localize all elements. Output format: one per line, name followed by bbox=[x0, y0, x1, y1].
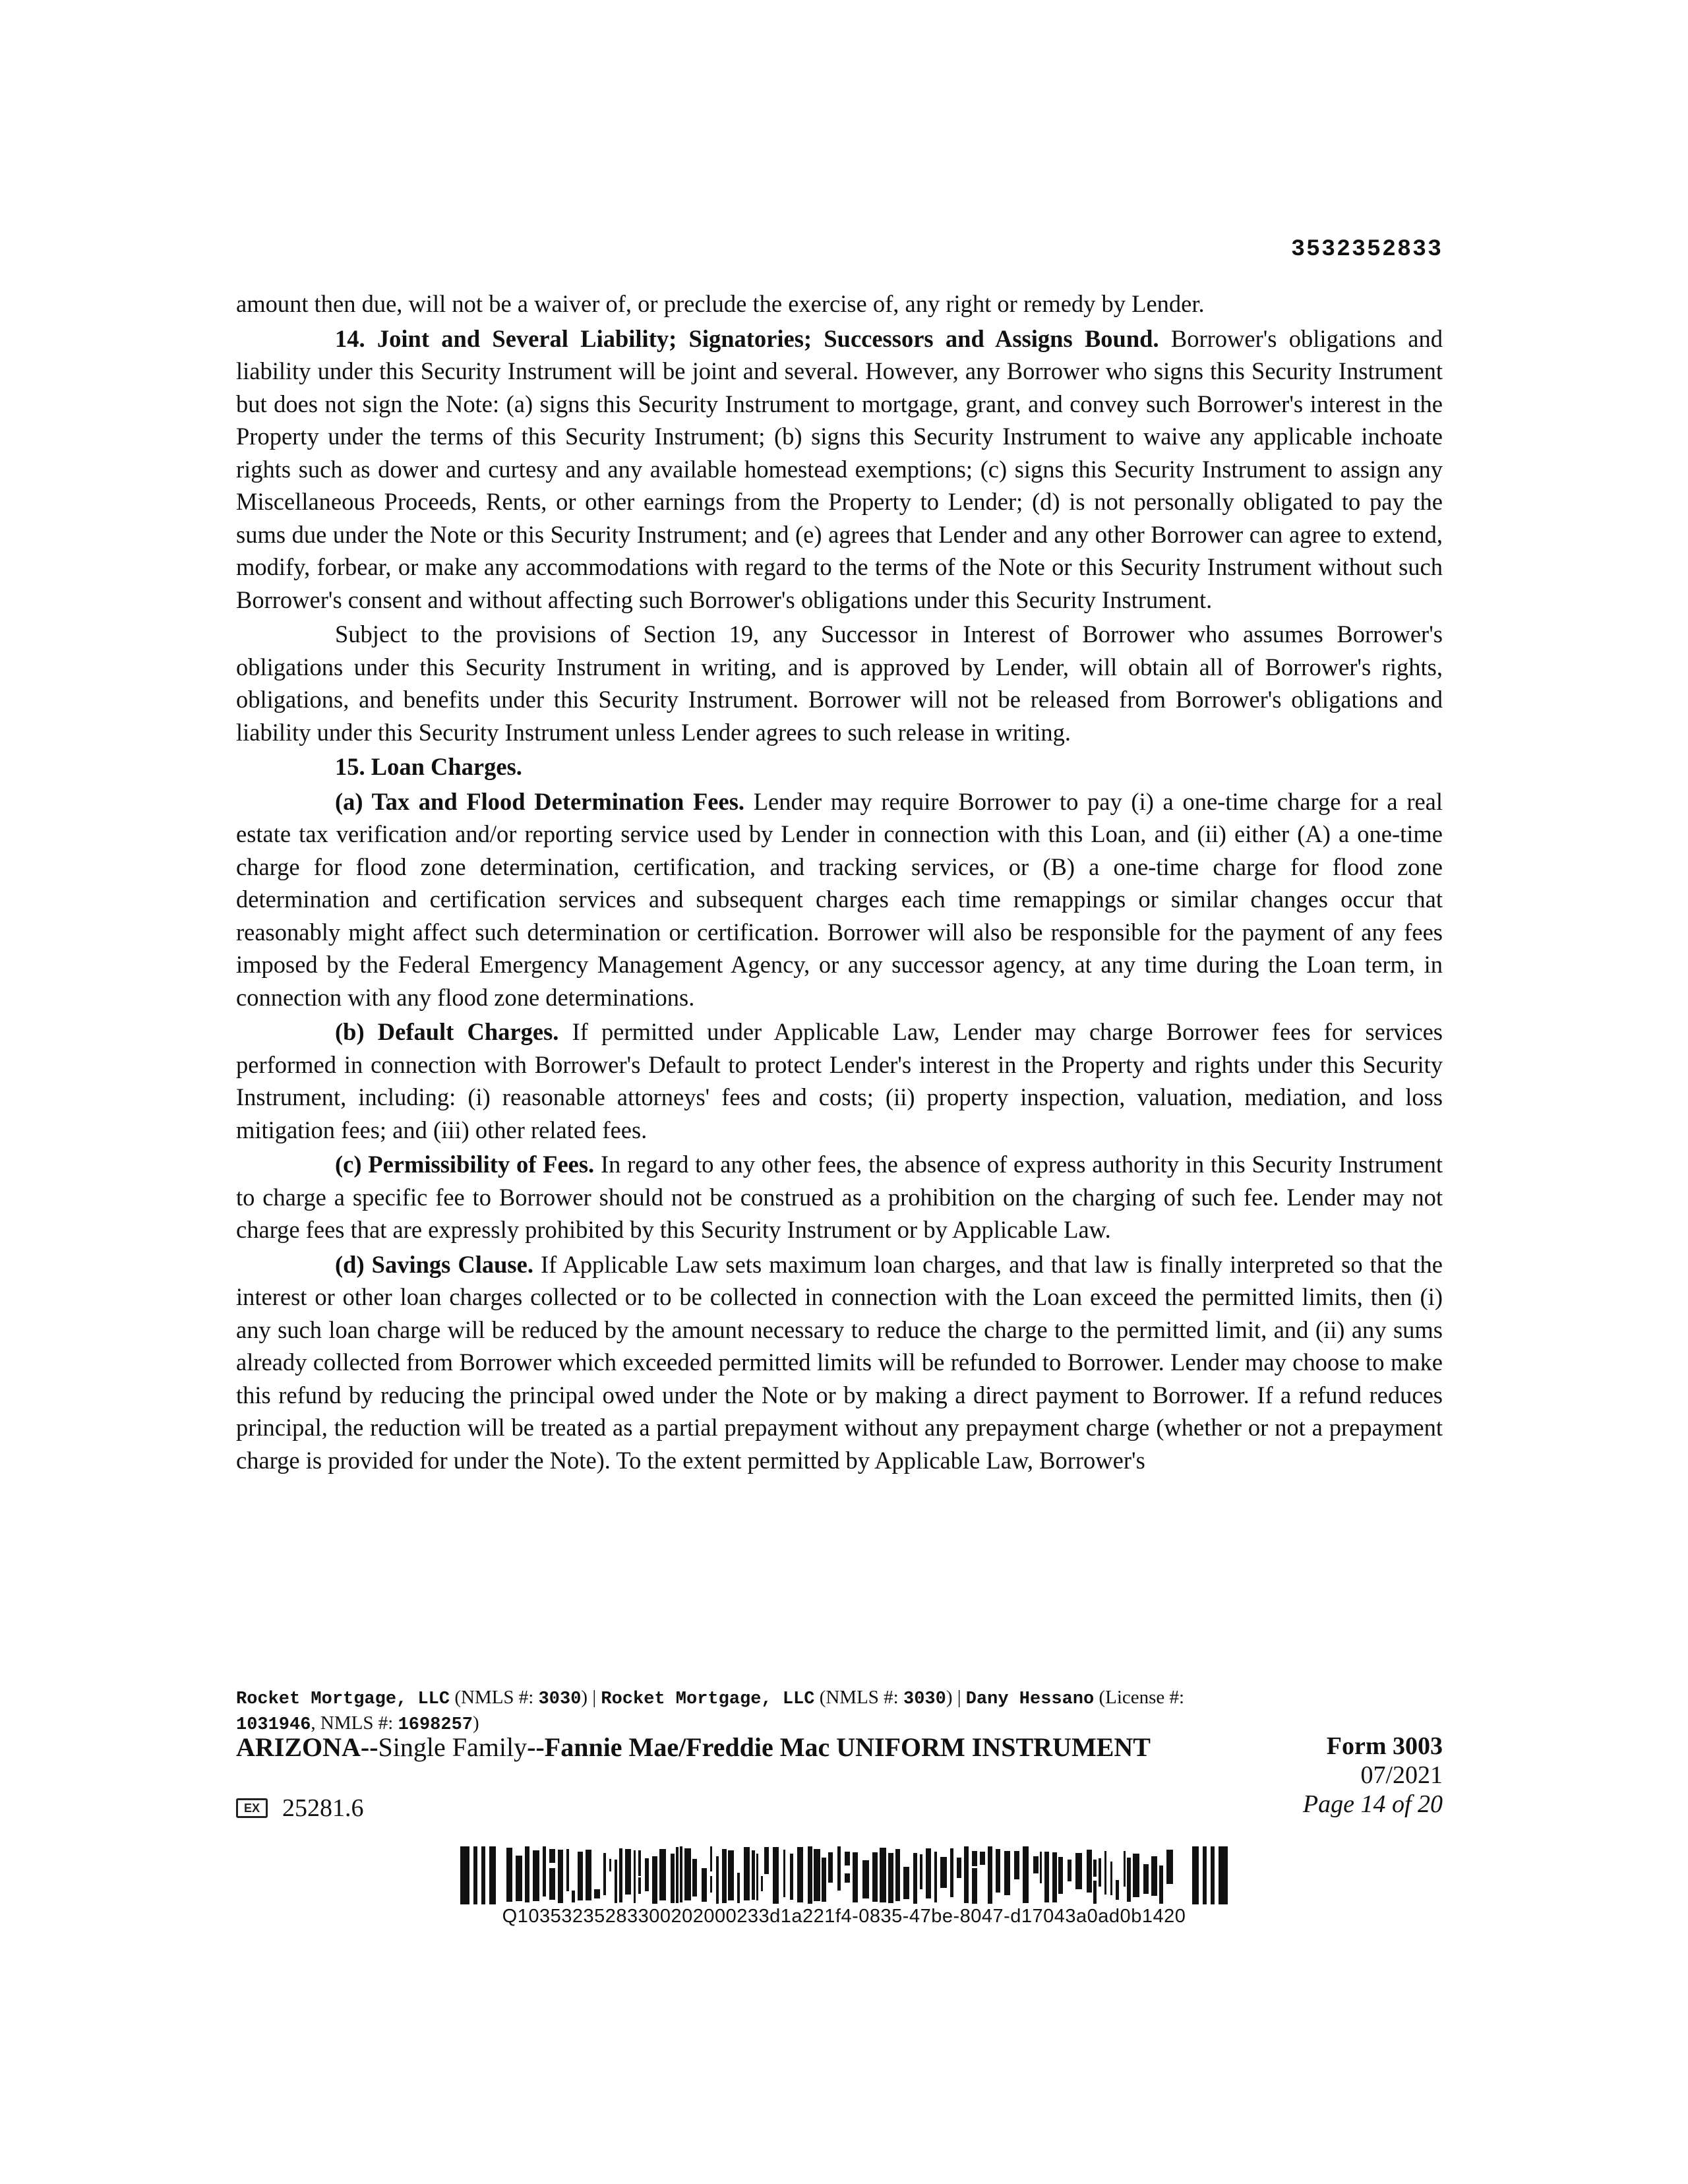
section-14-paragraph-2: Subject to the provisions of Section 19, any Successor in Interest of Borrower who assumes Borrower's obligations under this Security Instrument in writing, and is approved by Lender, will obtain all of Borrower's rights, obligations, and benefits under this Security Instrument. Borrower will not be released from Borrower's obligations and liability under this Security Instrument unless Lender agrees to such release in writing. bbox=[236, 621, 1443, 746]
doc-code: 25281.6 bbox=[282, 1794, 364, 1822]
lo-nmls: 1698257 bbox=[398, 1715, 473, 1735]
loan-officer-name: Dany Hessano bbox=[965, 1689, 1095, 1709]
form-title-type: Single Family bbox=[378, 1732, 528, 1762]
broker-nmls-suffix: ) | bbox=[946, 1687, 966, 1708]
barcode-text: Q10353235283300202000233d1a221f4-0835-47be-8047-d17043a0ad0b1420 bbox=[502, 1906, 1186, 1927]
form-title-sep-1: -- bbox=[360, 1732, 378, 1762]
broker-name: Rocket Mortgage, LLC bbox=[601, 1689, 815, 1709]
section-15a bbox=[236, 785, 1443, 1014]
form-number: Form 3003 bbox=[1326, 1732, 1443, 1760]
form-title bbox=[236, 1732, 1151, 1763]
section-15d-heading: (d) Savings Clause. bbox=[335, 1250, 533, 1278]
section-15c-heading: (c) Permissibility of Fees. bbox=[335, 1151, 595, 1178]
broker-nmls: 3030 bbox=[903, 1689, 946, 1709]
broker-nmls-prefix: (NMLS #: bbox=[814, 1687, 903, 1708]
section-14-heading: 14. Joint and Several Liability; Signatories; Successors and Assigns Bound. bbox=[335, 324, 1159, 352]
section-15d-text: If Applicable Law sets maximum loan charges, and that law is finally interpreted so that the interest or other loan charges collected or to be collected in connection with the Loan exceed the permitted limits, then (i) any such loan charge will be reduced by the amount necessary to reduce the charge to the permitted limit, and (ii) any sums already collected from Borrower which exceeded permitted limits will be refunded to Borrower. Lender may choose to make this refund by reducing the principal owed under the Note or by making a direct payment to Borrower. If a refund reduces principal, the reduction will be treated as a partial prepayment without any prepayment charge (whether or not a prepayment charge is provided for under the Note). To the extent permitted by Applicable Law, Borrower's bbox=[236, 1250, 1443, 1474]
section-15b bbox=[236, 1016, 1443, 1146]
barcode-icon bbox=[460, 1846, 1228, 1904]
document-body bbox=[236, 288, 1443, 1478]
lo-license-prefix: (License #: bbox=[1094, 1687, 1185, 1708]
section-15b-heading: (b) Default Charges. bbox=[335, 1018, 559, 1045]
section-14-text: Borrower's obligations and liability under this Security Instrument will be joint and several. However, any Borrower who signs this Security Instrument but does not sign the Note: (a) signs this Security Instrument to mortgage, grant, and convey such Borrower's interest in the Property under the terms of this Security Instrument; (b) signs this Security Instrument to waive any applicable inchoate rights such as dower and curtesy and any available homestead exemptions; (c) signs this Security Instrument to assign any Miscellaneous Proceeds, Rents, or other earnings from the Property to Lender; (d) is not personally obligated to pay the sums due under the Note or this Security Instrument; and (e) agrees that Lender and any other Borrower can agree to extend, modify, forbear, or make any accommodations with regard to the terms of the Note or this Security Instrument without such Borrower's consent and without affecting such Borrower's obligations under this Security Instrument. bbox=[236, 324, 1443, 613]
section-15a-text: Lender may require Borrower to pay (i) a one-time charge for a real estate tax verification and/or reporting service used by Lender in connection with this Loan, and (ii) either (A) a one-time charge for flood zone determination, certification, and tracking services, or (B) a one-time charge for flood zone determination and certification services and subsequent charges each time remappings or similar changes occur that reasonably might affect such determination or certification. Borrower will also be responsible for the payment of any fees imposed by the Federal Emergency Management Agency, or any successor agency, at any time during the Loan term, in connection with any flood zone determinations. bbox=[236, 787, 1443, 1011]
lo-nmls-prefix: , NMLS #: bbox=[311, 1713, 398, 1734]
lender-nmls-suffix: ) | bbox=[581, 1687, 601, 1708]
section-14 bbox=[236, 322, 1443, 617]
document-code bbox=[236, 1794, 364, 1823]
section-15a-heading: (a) Tax and Flood Determination Fees. bbox=[335, 787, 745, 815]
section-15-heading: 15. Loan Charges. bbox=[335, 753, 522, 780]
paragraph-continuation: amount then due, will not be a waiver of, or preclude the exercise of, any right or remedy by Lender. bbox=[236, 290, 1205, 317]
form-title-instrument: Fannie Mae/Freddie Mac UNIFORM INSTRUMENT bbox=[544, 1732, 1151, 1762]
ex-logo-icon: EX bbox=[236, 1798, 268, 1818]
form-date: 07/2021 bbox=[1360, 1761, 1443, 1789]
lender-nmls: 3030 bbox=[538, 1689, 582, 1709]
section-15d bbox=[236, 1248, 1443, 1477]
loan-number: 3532352833 bbox=[1290, 236, 1443, 262]
section-15 bbox=[236, 750, 1443, 783]
lo-nmls-suffix: ) bbox=[472, 1713, 479, 1734]
lender-name: Rocket Mortgage, LLC bbox=[236, 1689, 450, 1709]
form-title-sep-2: -- bbox=[527, 1732, 545, 1762]
section-15c bbox=[236, 1148, 1443, 1246]
form-title-state: ARIZONA bbox=[236, 1732, 361, 1762]
section-15c-text: In regard to any other fees, the absence of express authority in this Security Instrument to charge a specific fee to Borrower should not be construed as a prohibition on the charging of such fee. Lender may not charge fees that are expressly prohibited by this Security Instrument or by Applicable Law. bbox=[236, 1151, 1443, 1243]
lender-nmls-prefix: (NMLS #: bbox=[450, 1687, 539, 1708]
form-info bbox=[1303, 1732, 1443, 1819]
section-15b-text: If permitted under Applicable Law, Lender may charge Borrower fees for services performed in connection with Borrower's Default to protect Lender's interest in the Property and rights under this Security Instrument, including: (i) reasonable attorneys' fees and costs; (ii) property inspection, valuation, mediation, and loss mitigation fees; and (iii) other related fees. bbox=[236, 1018, 1443, 1143]
lo-license: 1031946 bbox=[236, 1715, 311, 1735]
footer-lender-info bbox=[236, 1685, 1443, 1737]
page-number: Page 14 of 20 bbox=[1302, 1790, 1443, 1818]
